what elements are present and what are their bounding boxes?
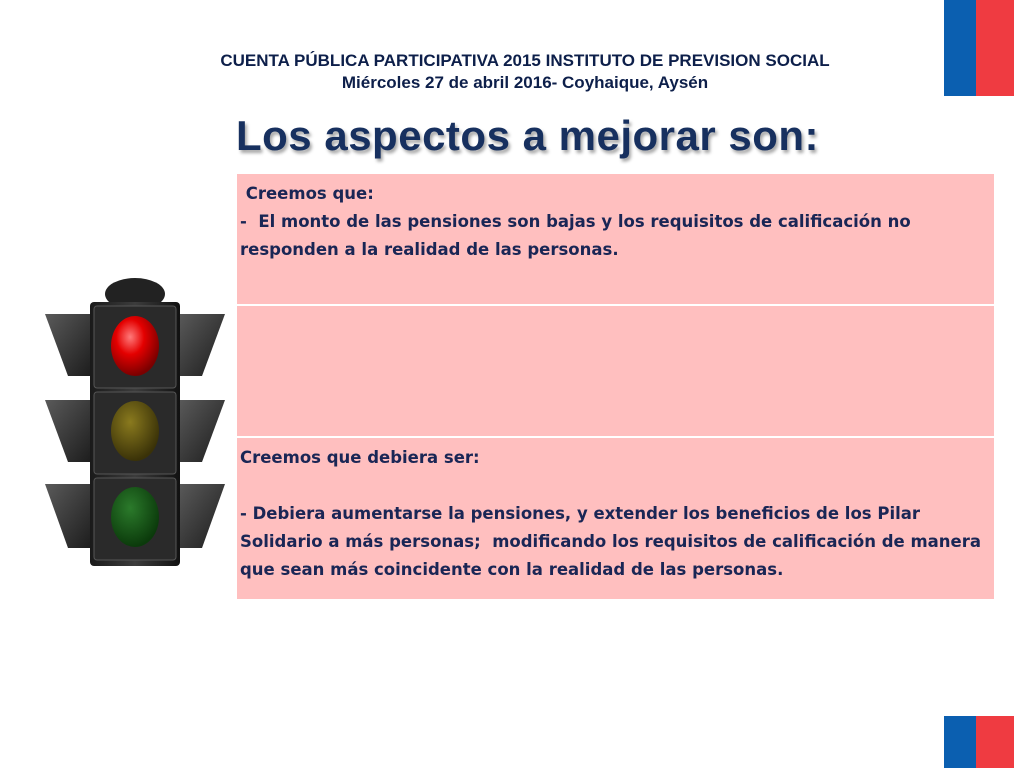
table-row-proposal [237, 438, 994, 599]
flag-blue-stripe [944, 716, 976, 768]
slide-header [0, 50, 1024, 94]
header-line-1: CUENTA PÚBLICA PARTICIPATIVA 2015 INSTITUTO DE PREVISION SOCIAL [220, 51, 830, 70]
row-body: - Debiera aumentarse la pensiones, y extender los beneficios de los Pilar Solidario a más personas; modificando los requisitos de calificación de manera que sean más coincidente con la realidad de las personas. [240, 504, 987, 579]
traffic-light-icon [40, 276, 230, 568]
row-body: - El monto de las pensiones son bajas y los requisitos de calificación no responden a la realidad de las personas. [240, 212, 917, 259]
flag-decoration-bottom [944, 716, 1014, 768]
row-spacer [240, 472, 990, 500]
table-row-current-situation [237, 174, 994, 304]
aspects-table [237, 174, 994, 599]
flag-red-stripe [976, 716, 1014, 768]
slide-title: Los aspectos a mejorar son: [236, 112, 820, 159]
row-heading: Creemos que: [240, 184, 374, 203]
table-row-empty [237, 306, 994, 436]
row-heading: Creemos que debiera ser: [240, 448, 480, 467]
header-line-2: Miércoles 27 de abril 2016- Coyhaique, Aysén [341, 73, 709, 92]
